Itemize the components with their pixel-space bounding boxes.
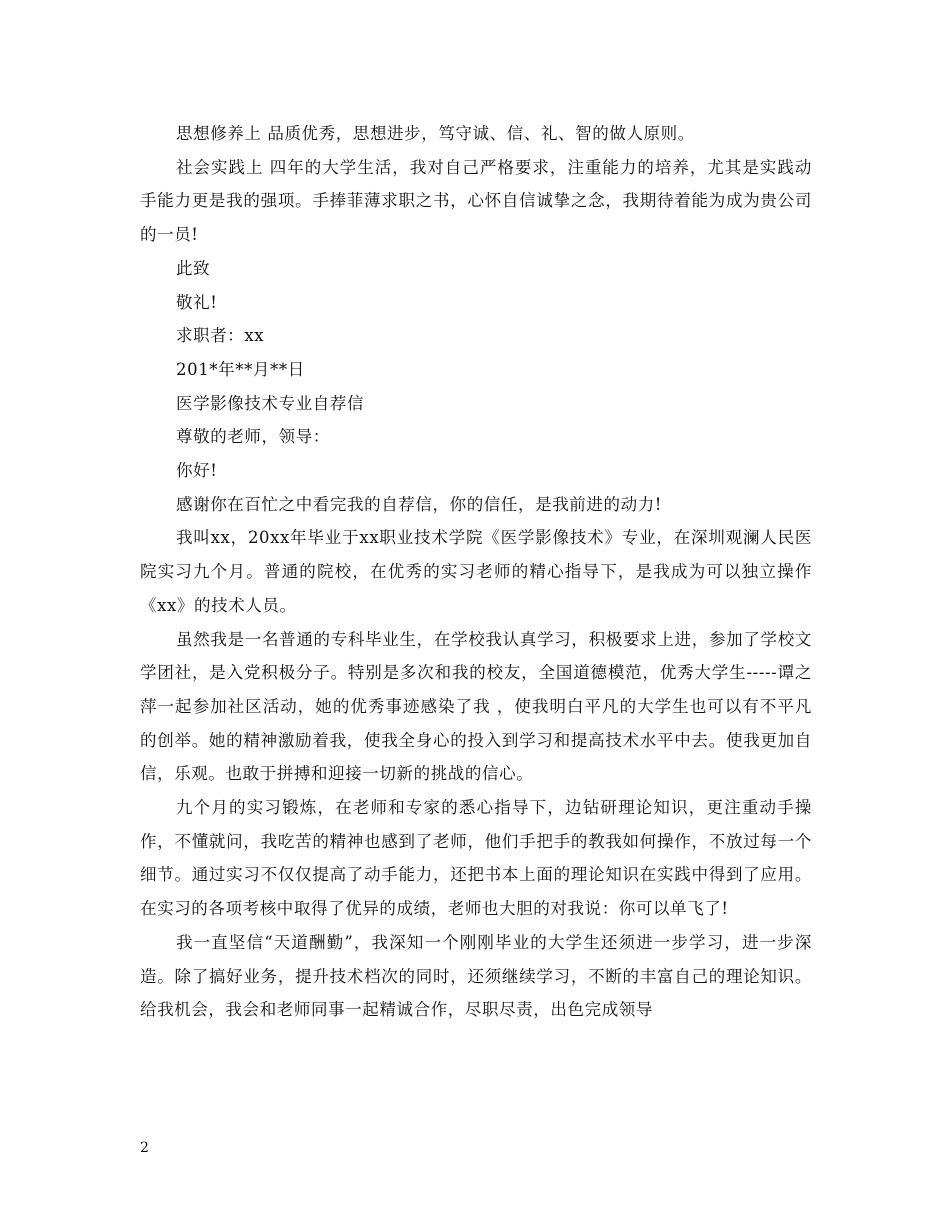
paragraph-ideology: 思想修养上 品质优秀，思想进步，笃守诚、信、礼、智的做人原则。: [176, 124, 695, 143]
paragraph-social-practice: 社会实践上 四年的大学生活，我对自己严格要求，注重能力的培养，尤其是实践动手能力更是我的强项。手捧菲薄求职之书，心怀自信诚挚之念，我期待着能为成为贵公司的一员!: [140, 157, 812, 245]
letter-title: 医学影像技术专业自荐信: [176, 393, 365, 413]
paragraph-introduction: 我叫xx，20xx年毕业于xx职业技术学院《医学影像技术》专业，在深圳观澜人民医院实习九个月。普通的院校，在优秀的实习老师的精心指导下，是我成为可以独立操作《xx》的技术人员。: [140, 528, 812, 615]
page-number: 2: [140, 1140, 149, 1156]
paragraph-applicant: 求职者：xx: [176, 326, 265, 346]
paragraph-greeting: 尊敬的老师，领导：: [176, 427, 330, 447]
paragraph-hello: 你好!: [176, 461, 218, 481]
paragraph-school-activities: 虽然我是一名普通的专科毕业生，在学校我认真学习，积极要求上进，参加了学校文学团社，是入党积极分子。特别是多次和我的校友，全国道德模范，优秀大学生-----谭之萍一起参加社区活动，她的优秀事迹感染了我 ，使我明白平凡的大学生也可以有不平凡的创举。她的精神激励着我，使我全身心的投入到学习和提高技术水平中去。使我更加自信，乐观。也敢于拼搏和迎接一切新的挑战的信心。: [140, 629, 812, 784]
paragraph-date: 201*年**月**日: [176, 359, 305, 379]
paragraph-internship: 九个月的实习锻炼，在老师和专家的悉心指导下，边钻研理论知识，更注重动手操作，不懂就问，我吃苦的精神也感到了老师，他们手把手的教我如何操作，不放过每一个细节。通过实习不仅仅提高了动手能力，还把书本上面的理论知识在实践中得到了应用。在实习的各项考核中取得了优异的成绩，老师也大胆的对我说：你可以单飞了!: [140, 798, 812, 919]
document-body: [140, 117, 812, 1027]
paragraph-salutation-closing: 此致: [176, 258, 211, 278]
paragraph-regards: 敬礼!: [176, 292, 218, 312]
paragraph-diligence: 我一直坚信“天道酬勤”，我深知一个刚刚毕业的大学生还须进一步学习，进一步深造。除了搞好业务，提升技术档次的同时，还须继续学习，不断的丰富自己的理论知识。给我机会，我会和老师同事一起精诚合作，尽职尽责，出色完成领导: [140, 932, 812, 1020]
paragraph-thanks: 感谢你在百忙之中看完我的自荐信，你的信任，是我前进的动力!: [176, 494, 663, 514]
